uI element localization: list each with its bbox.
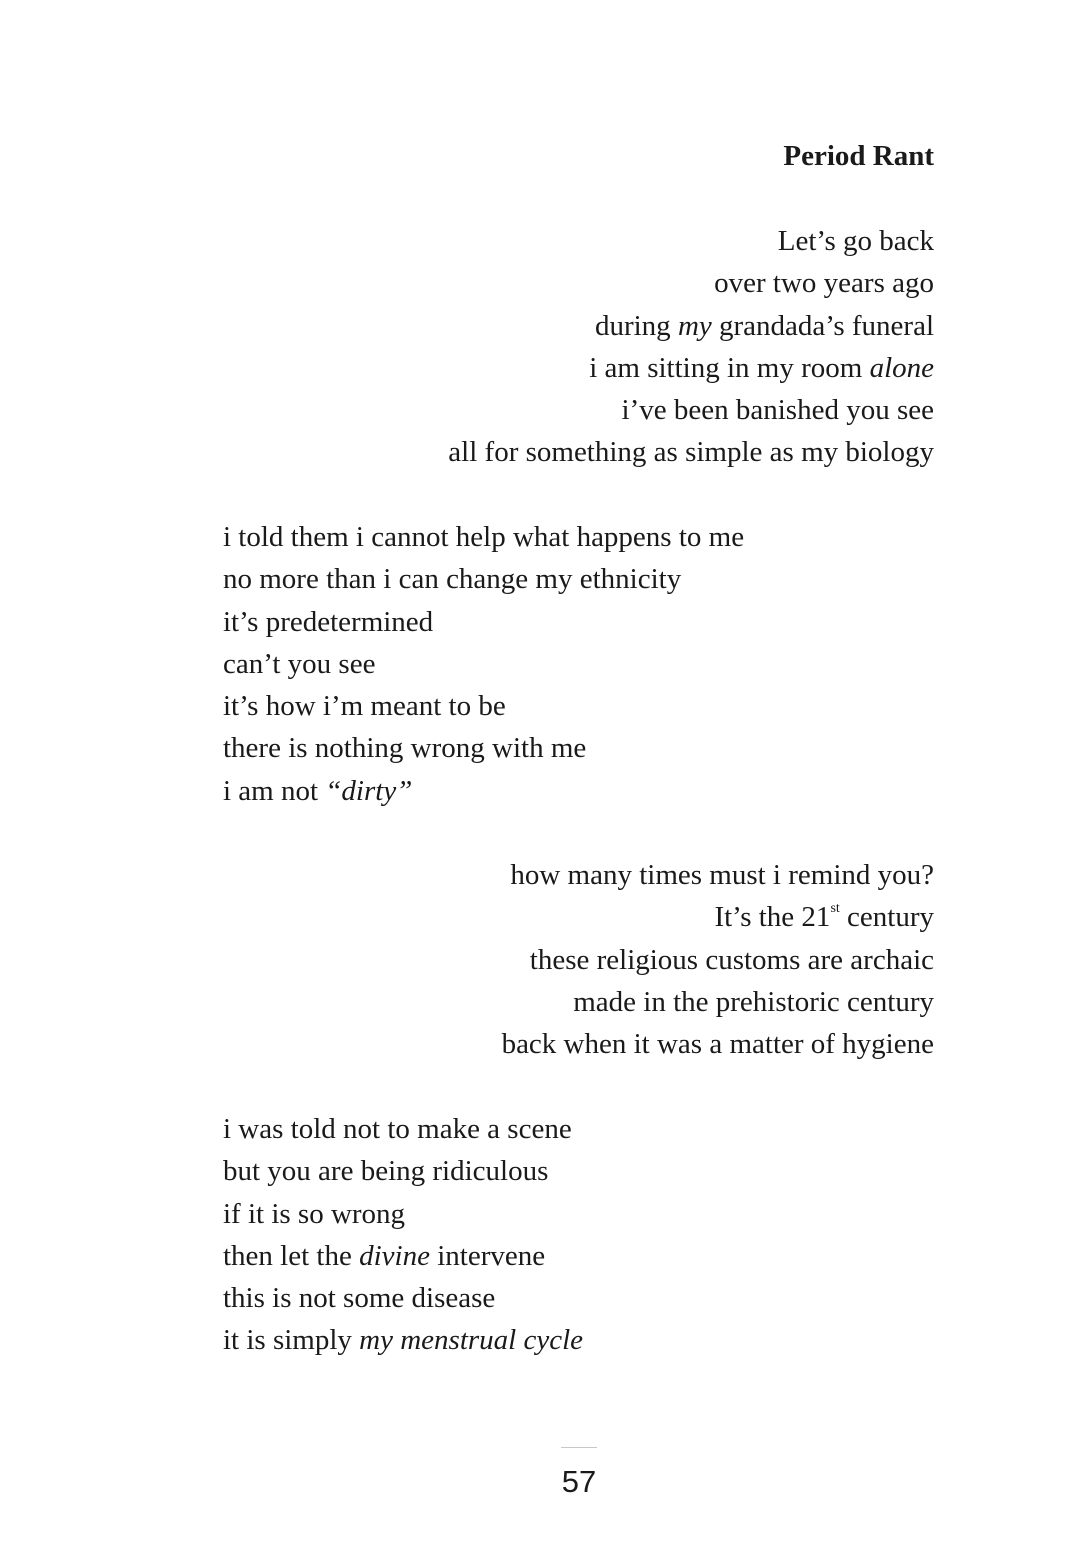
emphasis-text: my — [677, 309, 712, 342]
line-text: grandada’s funeral — [711, 309, 934, 342]
poem-line: how many times must i remind you? — [510, 859, 934, 891]
line-text: i am not — [223, 774, 326, 807]
stanza-1 — [448, 220, 934, 474]
stanza-2 — [223, 516, 744, 812]
ordinal-suffix: st — [830, 900, 840, 916]
emphasis-text: my menstrual cycle — [359, 1324, 584, 1357]
poem-line — [223, 1235, 583, 1277]
poem-line: back when it was a matter of hygiene — [501, 1028, 934, 1061]
page-number: 57 — [561, 1464, 597, 1499]
poem-line: i told them i cannot help what happens to me — [223, 521, 745, 553]
poem-title: Period Rant — [783, 140, 934, 172]
poem-line: these religious customs are archaic — [529, 943, 934, 976]
poem-line: all for something as simple as my biology — [448, 436, 934, 469]
emphasis-text: “dirty” — [325, 774, 413, 807]
poem-line: this is not some disease — [223, 1282, 496, 1315]
line-text: it is simply — [223, 1324, 360, 1357]
poem-line — [223, 1319, 583, 1361]
poem-line: i was told not to make a scene — [223, 1113, 572, 1145]
poem-line: it’s predetermined — [223, 605, 434, 638]
line-text: intervene — [429, 1239, 546, 1272]
footer-divider — [561, 1447, 597, 1448]
emphasis-text: alone — [869, 351, 934, 384]
poem-line: made in the prehistoric century — [573, 985, 934, 1018]
emphasis-text: divine — [359, 1239, 430, 1272]
poem-line — [223, 770, 744, 812]
poem-line: but you are being ridiculous — [223, 1155, 549, 1188]
line-text: during — [594, 309, 678, 342]
poem-line: over two years ago — [714, 267, 934, 300]
line-text: i am sitting in my room — [589, 351, 870, 384]
poem-line — [448, 305, 934, 347]
poem-line: there is nothing wrong with me — [223, 732, 587, 765]
poem-line — [448, 347, 934, 389]
stanza-4 — [223, 1108, 583, 1362]
poem-line: if it is so wrong — [223, 1197, 406, 1230]
poem-line: Let’s go back — [777, 225, 934, 257]
stanza-3 — [502, 854, 934, 1065]
line-text: It’s the 21 — [714, 901, 831, 934]
poem-line: it’s how i’m meant to be — [223, 690, 506, 723]
poem-line: can’t you see — [223, 647, 376, 680]
poem-line — [502, 896, 934, 938]
poem-line: i’ve been banished you see — [621, 394, 934, 427]
line-text: century — [839, 901, 934, 934]
poem-line: no more than i can change my ethnicity — [223, 563, 682, 596]
line-text: then let the — [223, 1239, 360, 1272]
